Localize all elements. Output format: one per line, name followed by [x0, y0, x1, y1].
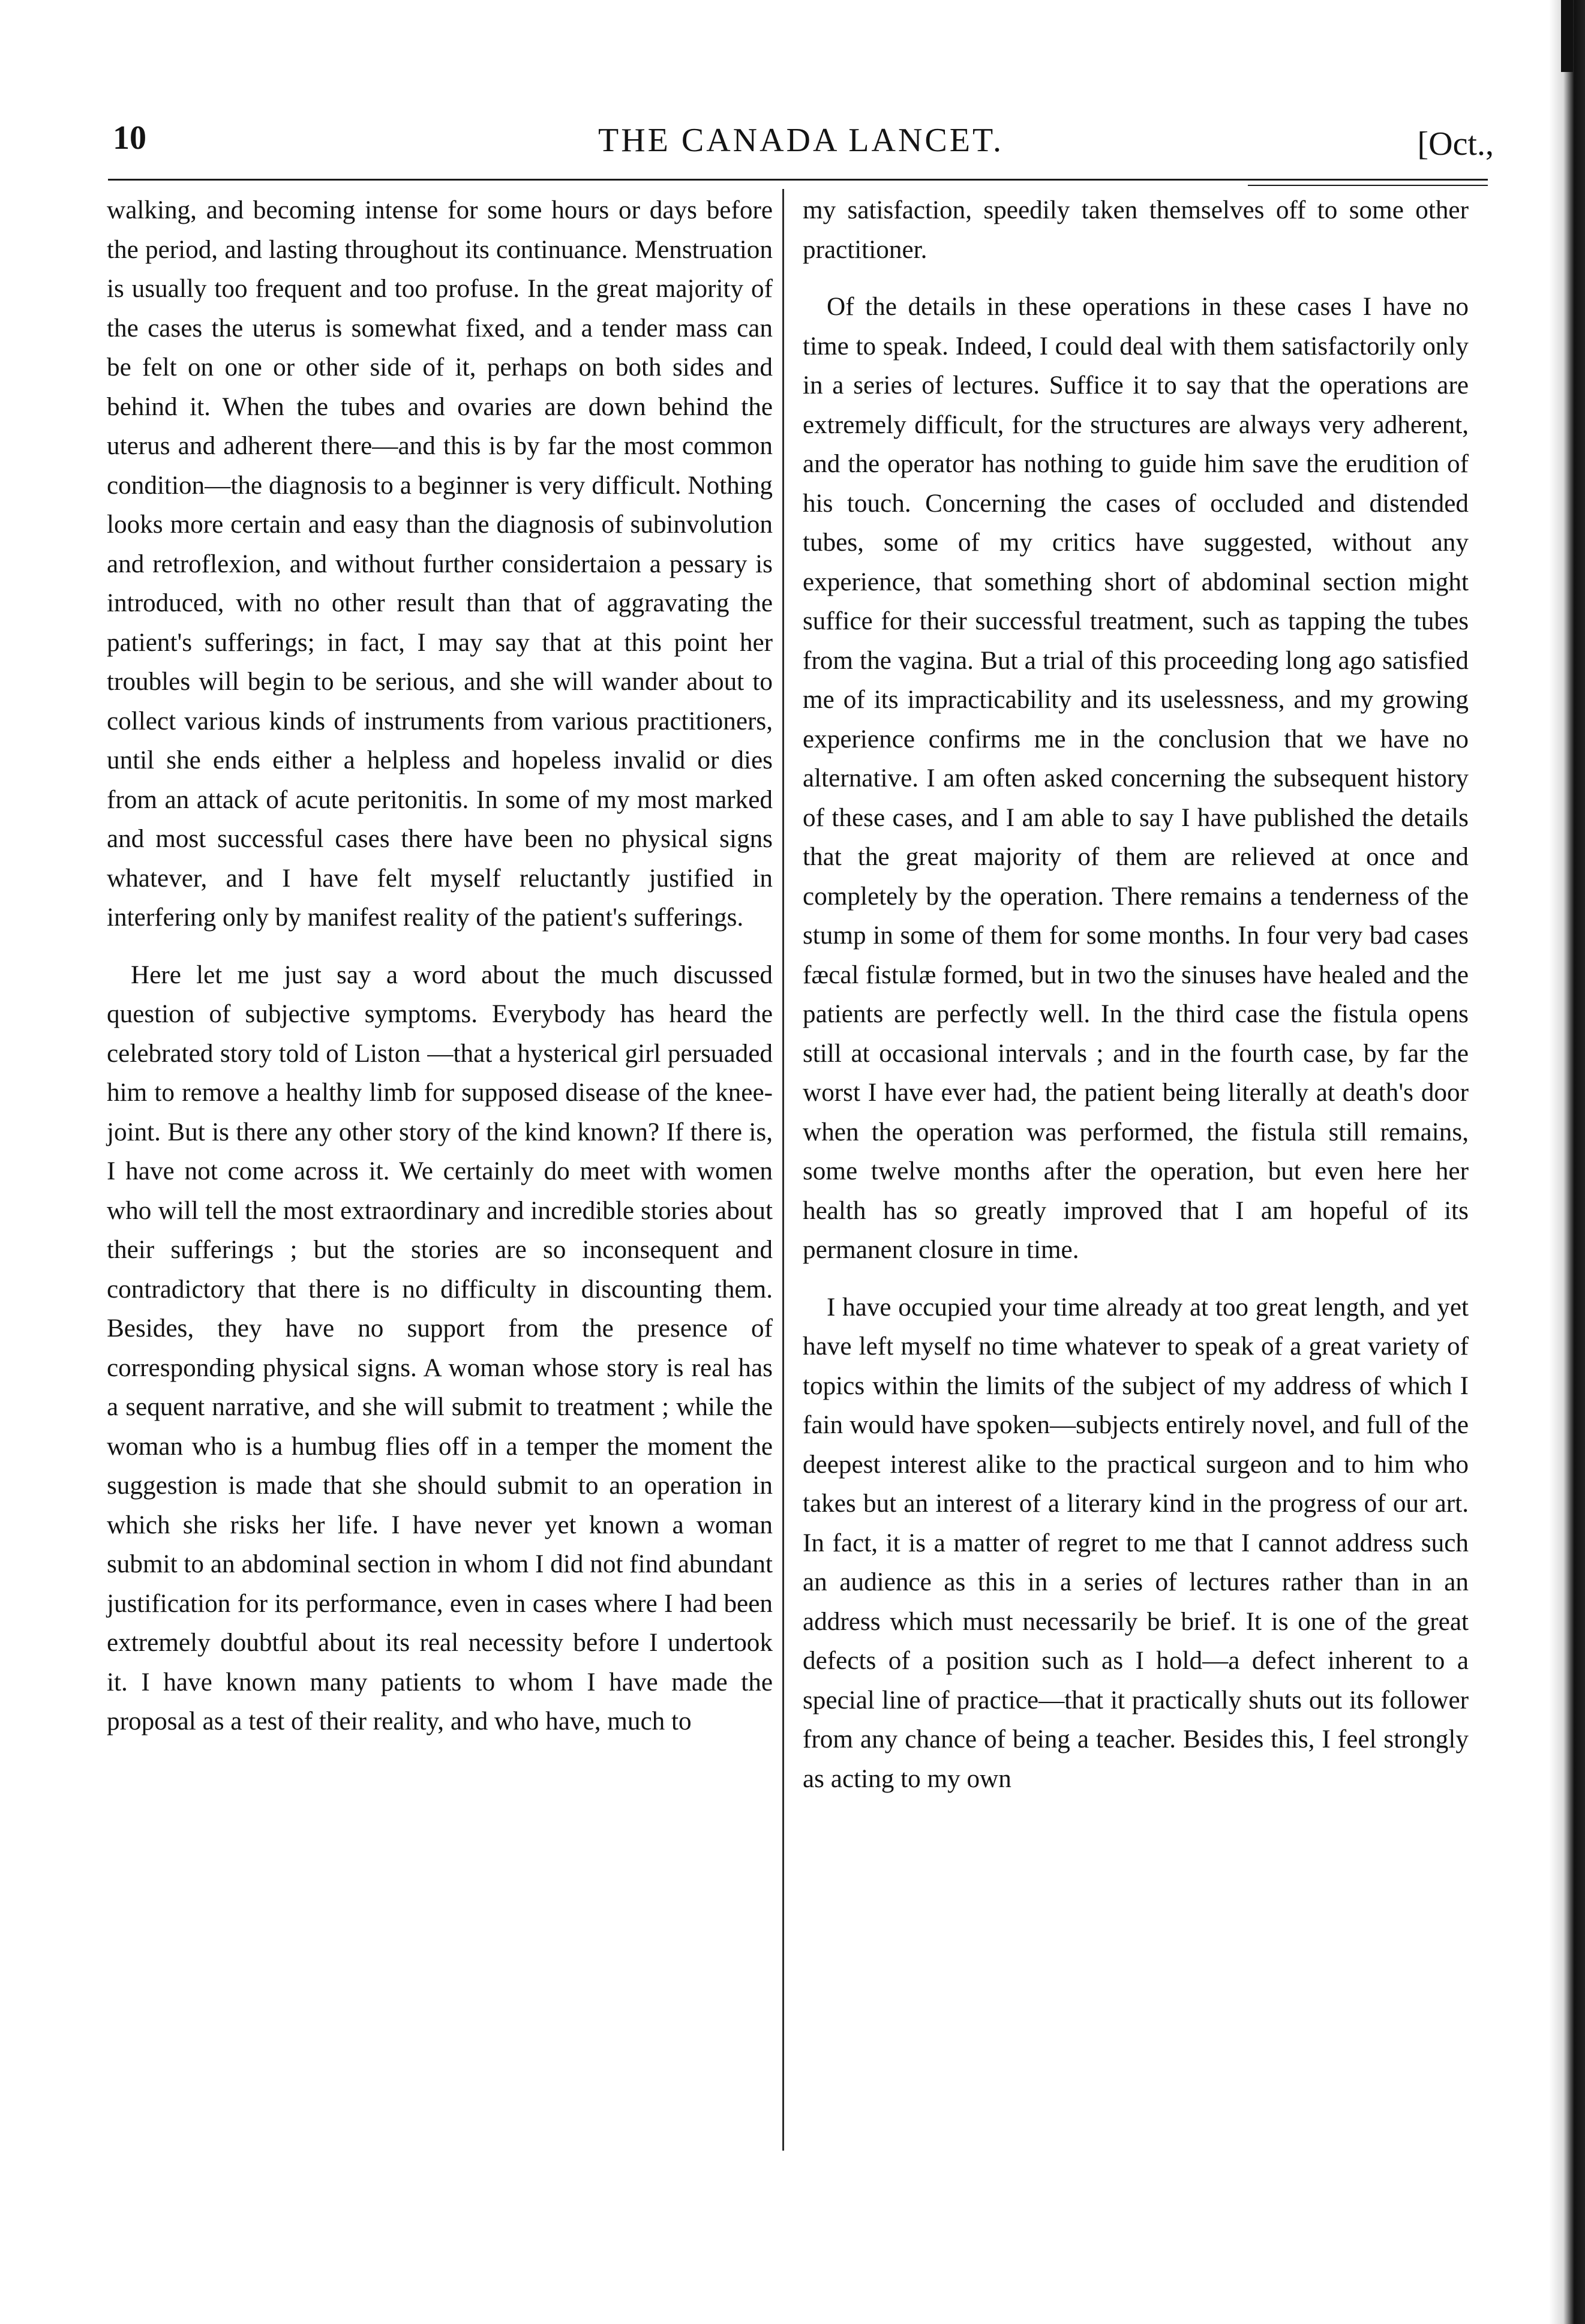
paragraph: Of the details in these operations in these cases I have no time to speak. Indeed, I could deal with them satisfactorily only in a series of lectures. Suffice it to say that the operations are extremely difficult, for the structures are always very adherent, and the operator has nothing to guide him save the erudition of his touch. Concerning the cases of occluded and distended tubes, some of my critics have suggested, without any experience, that something short of abdominal section might suffice for their successful treatment, such as tapping the tubes from the vagina. But a trial of this proceeding long ago satisfied me of its impracticability and its uselessness, and my growing experience confirms me in the conclusion that we have no alternative. I am often asked concerning the subsequent history of these cases, and I am able to say I have published the details that the great majority of them are relieved at once and completely by the operation. There remains a tenderness of the stump in some of them for some months. In four very bad cases fæcal fistulæ formed, but in two the sinuses have healed and the patients are perfectly well. In the third case the fistula opens still at occasional intervals ; and in the fourth case, by far the worst I have ever had, the patient being literally at death's door when the operation was performed, the fistula still remains, some twelve months after the operation, but even here her health has so greatly improved that I am hopeful of its permanent closure in time. — [803, 293, 1469, 1264]
paragraph: I have occupied your time already at too great length, and yet have left myself no time whatever to speak of a great variety of topics within the limits of the subject of my address of which I fain would have spoken—subjects entirely novel, and full of the deepest interest alike to the practical surgeon and to him who takes but an interest of a literary kind in the progress of our art. In fact, it is a matter of regret to me that I cannot address such an audience as this in a series of lectures rather than in an address which must necessarily be brief. It is one of the great defects of a position such as I hold—a defect inherent to a special line of practice—that it practically shuts out its follower from any chance of being a teacher. Besides this, I feel strongly as acting to my own — [803, 1293, 1469, 1793]
binding-edge — [1549, 0, 1585, 2324]
left-column — [107, 191, 773, 1742]
running-header — [108, 119, 1494, 173]
paragraph: Here let me just say a word about the much discussed question of subjective symptoms. Everybody has heard the celebrated story told of Liston —that a hysterical girl persuaded him to remove a healthy limb for supposed disease of the knee-joint. But is there any other story of the kind known? If there is, I have not come across it. We certainly do meet with women who will tell the most extraordinary and incredible stories about their sufferings ; but the stories are so inconsequent and contradictory that there is no difficulty in discounting them. Besides, they have no support from the presence of corresponding physical signs. A woman whose story is real has a sequent narrative, and she will submit to treatment ; while the woman who is a humbug flies off in a temper the moment the suggestion is made that she should submit to an operation in which she risks her life. I have never yet known a woman submit to an abdominal section in whom I did not find abundant justification for its performance, even in cases where I had been extremely doubtful about its real necessity before I undertook it. I have known many patients to whom I have made the proposal as a test of their reality, and who have, much to — [107, 960, 773, 1736]
journal-title: THE CANADA LANCET. — [598, 122, 1004, 159]
column-divider — [782, 189, 784, 2151]
right-column — [803, 191, 1469, 1798]
page-number: 10 — [113, 119, 146, 157]
issue-month: [Oct., — [1417, 125, 1494, 163]
header-rule-double — [1248, 185, 1488, 186]
paragraph: walking, and becoming intense for some hours or days before the period, and lasting throughout its continuance. Menstruation is usually too frequent and too profuse. In the great majority of the cases the uterus is somewhat fixed, and a tender mass can be felt on one or other side of it, perhaps on both sides and behind it. When the tubes and ovaries are down behind the uterus and adherent there—and this is by far the most common condition—the diagnosis to a beginner is very difficult. Nothing looks more certain and easy than the diagnosis of subinvolution and retroflexion, and without further considertaion a pessary is introduced, with no other result than that of aggravating the patient's sufferings; in fact, I may say that at this point her troubles will begin to be serious, and she will wander about to collect various kinds of instruments from various practitioners, until she ends either a helpless and hopeless invalid or dies from an attack of acute peritonitis. In some of my most marked and most successful cases there have been no physical signs whatever, and I have felt myself reluctantly justified in interfering only by manifest reality of the patient's sufferings. — [107, 196, 773, 932]
header-rule — [108, 179, 1488, 181]
binding-mark — [1561, 0, 1573, 72]
paragraph: my satisfaction, speedily taken themselves off to some other practitioner. — [803, 196, 1469, 264]
